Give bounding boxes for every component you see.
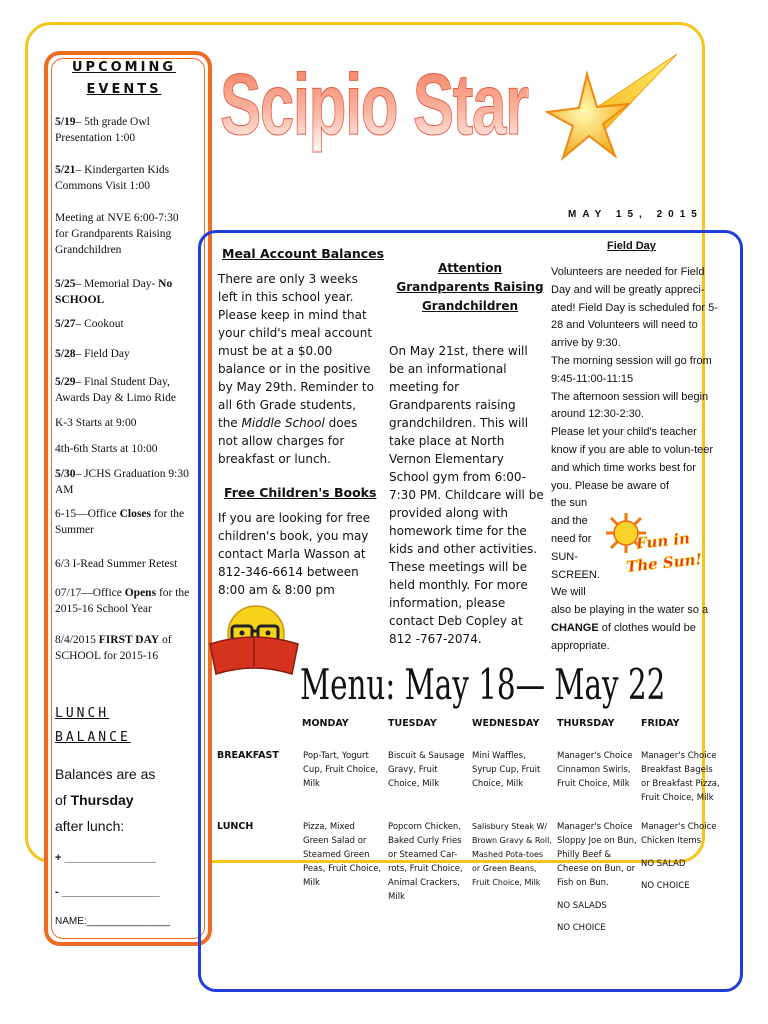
day-header-tuesday: TUESDAY xyxy=(388,718,437,729)
event-item: 5/30– JCHS Graduation 9:30 AM xyxy=(55,468,189,496)
menu-title: Menu: May 18— May 22 xyxy=(300,660,666,709)
event-item: Meeting at NVE 6:00-7:30 for Grandparents Raising Grandchildren xyxy=(55,212,179,256)
event-item: 5/28– Field Day xyxy=(55,348,130,360)
field-day-body: Volunteers are needed for Field Day and will be greatly appreci-ated! Field Day is scheduled for 5-28 and Volunteers will need to arrive by 9:30. The morning session will go from 9:45-11:00-11:15 The afternoon session will begin around 12:30-2:30. Please let your child's teacher know if you are able to volun-teer and which time works best for you. Please be aware of the sun and the need for SUN- SCREEN. We will also be playing in the water so a CHANGE of clothes would be appropriate. xyxy=(551,266,718,652)
grandparents-heading-line3: Grandchildren xyxy=(421,299,519,313)
masthead-title: Scipio Star xyxy=(220,57,528,153)
menu-cell-lunch-wednesday: Salisbury Steak W/ Brown Gravy & Roll, Mashed Pota-toes or Green Beans, Fruit Choice, Milk xyxy=(472,822,552,887)
event-item: K-3 Starts at 9:00 xyxy=(55,417,137,429)
grandparents-heading-line2: Grandparents Raising xyxy=(396,280,544,294)
lunch-label: LUNCH xyxy=(217,821,254,832)
reading-smiley-icon xyxy=(204,600,304,680)
menu-cell-breakfast-wednesday: Mini Waffles, Syrup Cup, Fruit Choice, Milk xyxy=(472,751,541,789)
menu-cell-lunch-monday: Pizza, Mixed Green Salad or Steamed Green Peas, Fruit Choice, Milk xyxy=(303,822,382,888)
event-item: 5/21– Kindergarten Kids Commons Visit 1:00 xyxy=(55,164,170,192)
events-title-line1: UPCOMING xyxy=(72,60,176,75)
menu-cell-breakfast-thursday: Manager's Choice Cinnamon Swirls, Fruit Choice, Milk xyxy=(557,751,633,789)
friday-no-choice: NO CHOICE xyxy=(641,881,690,891)
minus-balance-line: - ________________ xyxy=(55,886,160,898)
field-day-heading: Field Day xyxy=(607,240,656,252)
meal-account-body: There are only 3 weeks left in this school year. Please keep in mind that your child's meal account must be at a $0.00 balance or in the positive by May 29th. Reminder to all 6th Grade students, the Middle School does not allow charges for breakfast or lunch. xyxy=(218,272,374,466)
event-item: 4th-6th Starts at 10:00 xyxy=(55,443,158,455)
event-item: 5/25– Memorial Day- No SCHOOL xyxy=(55,278,173,306)
event-item: 6/3 I-Read Summer Retest xyxy=(55,558,178,570)
events-title-line2: EVENTS xyxy=(86,82,162,97)
lunch-balance-title-line1: LUNCH xyxy=(55,706,110,721)
name-line: NAME:_______________ xyxy=(55,916,171,927)
issue-date: MAY 15, 2015 xyxy=(568,209,703,220)
menu-cell-lunch-tuesday: Popcorn Chicken, Baked Curly Fries or Steamed Car-rots, Fruit Choice, Animal Crackers, Milk xyxy=(388,822,463,902)
event-item: 07/17—Office Opens for the 2015-16 School Year xyxy=(55,587,190,615)
event-item: 5/19– 5th grade Owl Presentation 1:00 xyxy=(55,116,150,144)
day-header-thursday: THURSDAY xyxy=(557,718,615,729)
menu-cell-breakfast-friday: Manager's Choice Breakfast Bagels or Breakfast Pizza, Fruit Choice, Milk xyxy=(641,751,720,803)
fun-in-the-sun-line1: Fun in xyxy=(635,529,691,553)
day-header-friday: FRIDAY xyxy=(641,718,680,729)
menu-cell-breakfast-monday: Pop-Tart, Yogurt Cup, Fruit Choice, Milk xyxy=(303,751,379,789)
lunch-balance-title-line2: BALANCE xyxy=(55,730,131,745)
grandparents-body: On May 21st, there will be an informational meeting for Grandparents raising grandchildren. This will take place at North Vernon Elementary School gym from 6:00-7:30 PM. Childcare will be provided along with homework time for the kids and other activities. These meetings will be held monthly. For more information, please contact Deb Copley at 812 -767-2074. xyxy=(389,344,544,646)
plus-balance-line: + _______________ xyxy=(55,852,157,864)
balances-text-line2: of Thursday xyxy=(55,792,134,808)
menu-cell-lunch-friday: Manager's Choice Chicken Items xyxy=(641,822,717,846)
event-item: 6-15—Office Closes for the Summer xyxy=(55,508,185,536)
free-books-body: If you are looking for free children's book, you may contact Marla Wasson at 812-346-6614 between 8:00 am & 8:00 pm xyxy=(218,511,370,597)
menu-cell-lunch-thursday: Manager's Choice Sloppy Joe on Bun, Philly Beef & Cheese on Bun, or Fish on Bun. xyxy=(557,822,637,888)
event-item: 5/27– Cookout xyxy=(55,318,124,330)
fun-in-the-sun-line2: The Sun! xyxy=(625,550,703,576)
balances-text-line1: Balances are as xyxy=(55,766,156,782)
grandparents-heading-line1: Attention xyxy=(437,261,503,275)
meal-account-heading: Meal Account Balances xyxy=(222,246,385,261)
thursday-no-choice: NO CHOICE xyxy=(557,923,606,933)
balances-text-line3: after lunch: xyxy=(55,818,125,834)
event-item: 5/29– Final Student Day, Awards Day & Limo Ride xyxy=(55,376,176,404)
event-item: 8/4/2015 FIRST DAY of SCHOOL for 2015-16 xyxy=(55,634,172,662)
thursday-no-salads: NO SALADS xyxy=(557,901,607,911)
menu-cell-breakfast-tuesday: Biscuit & Sausage Gravy, Fruit Choice, Milk xyxy=(388,751,465,789)
day-header-monday: MONDAY xyxy=(302,718,349,729)
free-books-heading: Free Children's Books xyxy=(224,485,377,500)
friday-no-salad: NO SALAD xyxy=(641,859,686,869)
day-header-wednesday: WEDNESDAY xyxy=(472,718,540,729)
shooting-star-icon xyxy=(545,52,685,182)
breakfast-label: BREAKFAST xyxy=(217,750,279,761)
